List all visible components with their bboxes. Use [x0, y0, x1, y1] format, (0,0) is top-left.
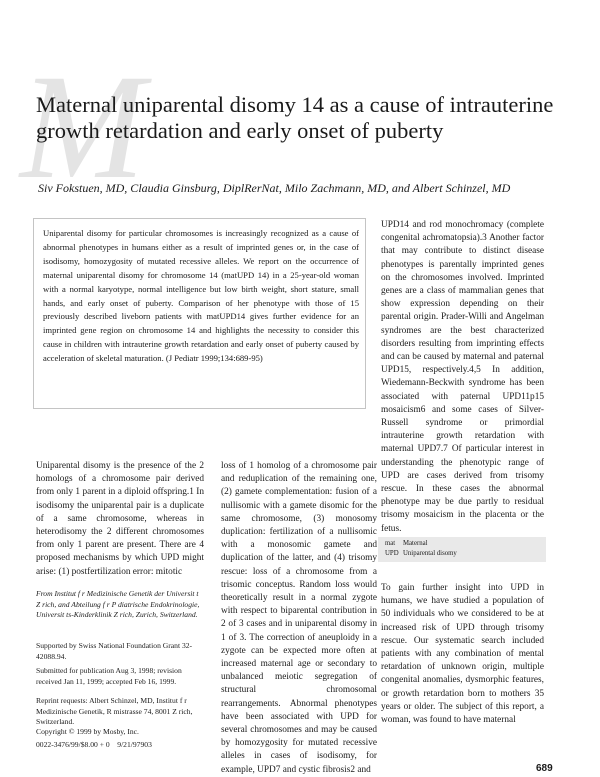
article-title: Maternal uniparental disomy 14 as a cause of intrauterine growth retardation and early onset of puberty: [36, 92, 554, 143]
footnote-copyright: Copyright © 1999 by Mosby, Inc.: [36, 727, 139, 736]
article-authors: Siv Fokstuen, MD, Claudia Ginsburg, DiplRerNat, Milo Zachmann, MD, and Albert Schinzel, MD: [38, 181, 511, 195]
abstract-text: Uniparental disomy for particular chromosomes is increasingly recognized as a cause of abnormal phenotypes in humans either as a result of imprinted genes or, in the case of isodisomy, homozygosity of mutated recessive alleles. We report on the occurrence of maternal uniparental disomy for chromosome 14 (matUPD 14) in a 25-year-old woman with a normal karyotype, normal intelligence but low birth weight, short stature, small hands, and early onset of puberty. Comparison of her phenotype with those of 15 previously described liveborn patients with matUPD14 gives further evidence for an imprinted gene region on chromosome 14 and highlights the necessity to consider this cause in children with intrauterine growth retardation and early onset of puberty caused by acceleration of skeletal maturation. (J Pediatr 1999;134:689-95): [43, 228, 359, 364]
abbreviation-meaning: Uniparental disomy: [403, 550, 457, 557]
footnote-support: Supported by Swiss National Foundation Grant 32-42088.94.: [36, 641, 193, 661]
body-right-column-top: UPD14 and rod monochromacy (complete congenital achromatopsia).3 Another factor that may contribute to distinct disease phenotypes is parentally imprinted genes on the chromosomes involved. Imprinted genes are a class of mammalian genes that show expression depending on their parental origin. Prader-Willi and Angelman syndromes are the best characterized disorders resulting from imprinting effects and can be caused by maternal and paternal UPD15, respectively.4,5 In addition, Wiedemann-Beckwith syndrome has been associated with paternal UPD11p15 mosaicism6 and some cases of Silver-Russell syndrome or primordial intrauterine growth retardation with maternal UPD7.7 Of particular interest in understanding the phenotypic range of UPD are cases derived from trisomy rescue. In these cases the abnormal phenotype may be due partly to residual trisomy mosaicism in the placenta or the fetus.: [381, 220, 544, 534]
abbreviations-box: [378, 537, 546, 562]
footnote-affiliation: From Institut f r Medizinische Genetik der Universit t Z rich, and Abteilung f r P diatrische Endokrinologie, Universit ts-Kinderklinik Z rich, Zurich, Switzerland.: [36, 589, 200, 620]
footnote-reprint-requests: Reprint requests: Albert Schinzel, MD, Institut f r Medizinische Genetik, R mistrasse 74, 8001 Z rich, Switzerland.: [36, 696, 193, 727]
abbreviation-term: UPD: [385, 550, 399, 557]
footnote-submission: Submitted for publication Aug 3, 1998; revision received Jan 11, 1999; accepted Feb 16, 1999.: [36, 666, 182, 686]
body-middle-column: loss of 1 homolog of a chromosome pair and reduplication of the remaining one, (2) gamete complementation: fusion of a nullisomic with a gamete disomic for the same chromosome, (3) monosomy duplication: fertilization of a nullisomic with a monosomic gamete and duplication of the latter, and (4) trisomy rescue: loss of a chromosome from a trisomic conceptus. Random loss would theoretically result in a normal zygote with respect to biparental contribution in 2 of 3 cases and in uniparental disomy in 1 of 3. The correction of aneuploidy in a zygote can be expected more often at increased maternal age or secondary to unbalanced meiotic segregation of structural chromosomal rearrangements. Abnormal phenotypes have been associated with UPD for several chromosomes and may be caused by homozygosity for mutated recessive alleles in cases of isodisomy, for example, UPD7 and cystic fibrosis2 and: [221, 461, 377, 775]
abbreviation-row: [385, 549, 539, 559]
page-number: 689: [536, 763, 553, 774]
decorative-drop-letter: M: [20, 44, 145, 210]
abbreviation-term: mat: [385, 540, 396, 547]
body-right-column-bottom: To gain further insight into UPD in humans, we have studied a population of 50 individuals who we considered to be at increased risk of UPD through trisomy rescue. Our systematic search included patients with any combination of mental retardation of unknown origin, multiple congenital anomalies, dysmorphic features, or growth retardation born to mothers 35 years or older. The subject of this report, a woman, was found to have maternal: [381, 583, 544, 726]
abbreviation-meaning: Maternal: [403, 540, 428, 547]
footnote-article-code: 0022-3476/99/$8.00 + 0 9/21/97903: [36, 740, 152, 749]
abbreviation-row: [385, 539, 539, 549]
body-left-column: Uniparental disomy is the presence of the 2 homologs of a chromosome pair derived from only 1 parent in a diploid offspring.1 In isodisomy the uniparental pair is a duplicate of a same chromosome, whereas in heterodisomy the 2 different chromosomes from only 1 parent are present. There are 4 proposed mechanisms by which UPD might arise: (1) postfertilization error: mitotic: [36, 461, 204, 577]
